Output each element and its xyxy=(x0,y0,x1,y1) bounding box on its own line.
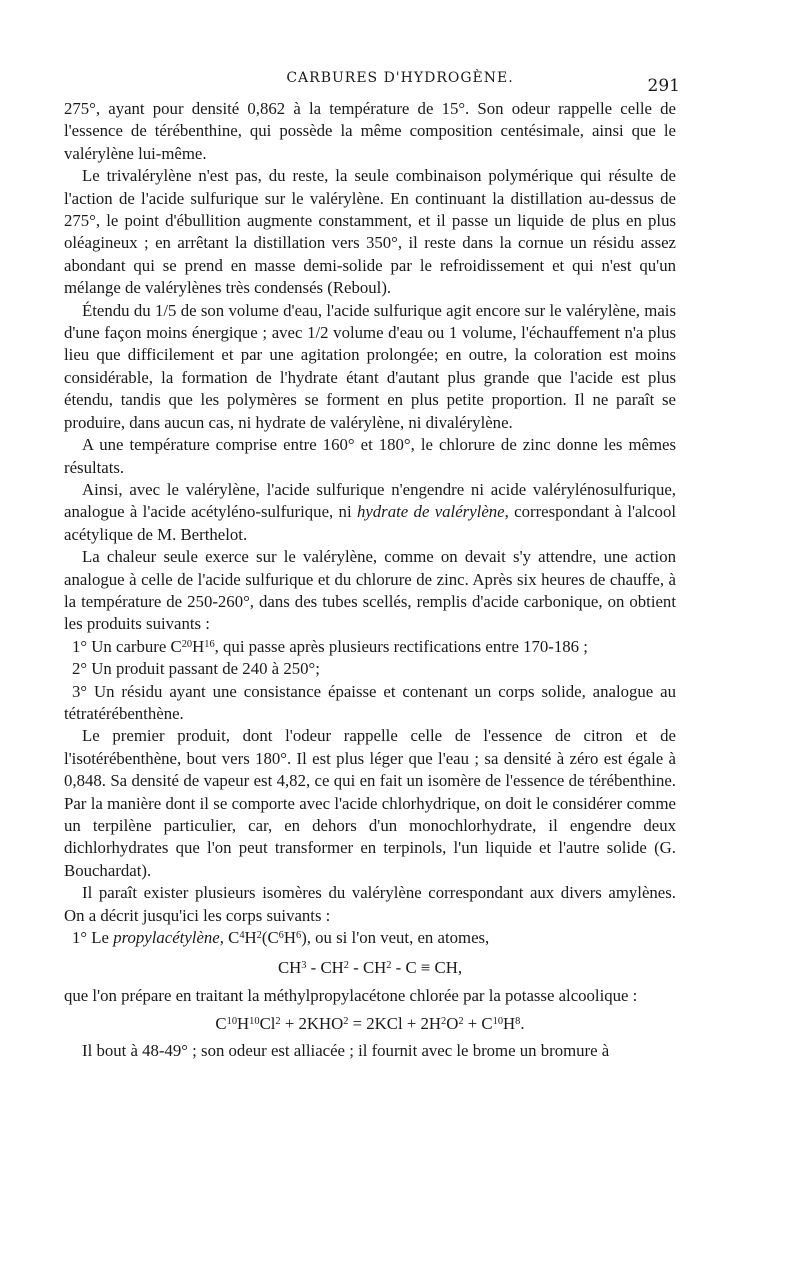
paragraph: Étendu du 1/5 de son volume d'eau, l'acide sulfurique agit encore sur le valérylène, mais d'une façon moins énergique ; avec 1/2 volume d'eau ou 1 volume, l'échauffement n'a plus lieu que difficilement et par une agitation prolongée; en outre, la coloration est moins considérable, la formation de l'hydrate étant d'autant plus grande que l'acide est plus étendu, tandis que les polymères se forment en plus petite proportion. Il ne paraît se produire, dans aucun cas, ni hydrate de valérylène, ni divalérylène. xyxy=(64,300,676,432)
paragraph: 275°, ayant pour densité 0,862 à la température de 15°. Son odeur rappelle celle de l'essence de térébenthine, qui possède la même composition centésimale, ainsi que le valérylène lui-même. xyxy=(64,99,676,163)
reaction-equation: $C^{10}H^{10}Cl^2 + 2KHO^2 = 2KCl + 2H^2O^2 + C^{10}H^8$. xyxy=(215,1014,525,1034)
list-item: 1° Un carbure $C^{20}H^{16}$, qui passe après plusieurs rectifications entre 170-186 ; xyxy=(72,636,588,656)
list-item: 3° Un résidu ayant une consistance épaisse et contenant un corps solide, analogue au tétratérébenthène. xyxy=(64,681,676,723)
list-item: 2° Un produit passant de 240 à 250°; xyxy=(72,659,320,679)
page-number: 291 xyxy=(647,76,680,96)
paragraph: que l'on prépare en traitant la méthylpropylacétone chlorée par la potasse alcoolique : xyxy=(64,985,638,1005)
structural-formula: $CH^3 - CH^2 - CH^2$ - C ≡ CH, xyxy=(277,958,463,978)
paragraph: Il paraît exister plusieurs isomères du valérylène correspondant aux divers amylènes. On a décrit jusqu'ici les corps suivants : xyxy=(64,883,676,925)
list-item: 1° Le propylacétylène, $C^4H^2(C^6H^6)$, ou si l'on veut, en atomes, xyxy=(72,928,490,948)
paragraph: Il bout à 48-49° ; son odeur est alliacée ; il fournit avec le brome un bromure à xyxy=(82,1040,610,1060)
page-header xyxy=(0,70,800,94)
running-title: CARBURES D'HYDROGÈNE. xyxy=(286,70,514,86)
page-body xyxy=(64,98,676,1062)
paragraph: Le trivalérylène n'est pas, du reste, la seule combinaison polymérique qui résulte de l'action de l'acide sulfurique sur le valérylène. En continuant la distillation au-dessus de 275°, le point d'ébullition augmente constamment, et il passe un liquide de plus en plus oléagineux ; en arrêtant la distillation vers 350°, il reste dans la cornue un résidu assez abondant qui se prend en masse demi-solide par le refroidissement et qui n'est qu'un mélange de valérylènes très condensés (Reboul). xyxy=(64,166,676,298)
paragraph: A une température comprise entre 160° et 180°, le chlorure de zinc donne les mêmes résultats. xyxy=(64,435,676,477)
paragraph: Ainsi, avec le valérylène, l'acide sulfurique n'engendre ni acide valérylénosulfurique, analogue à l'acide acétyléno-sulfurique, ni hydrate de valérylène, correspondant à l'alcool acétylique de M. Berthelot. xyxy=(64,479,677,544)
paragraph: Le premier produit, dont l'odeur rappelle celle de l'essence de citron et de l'isotérébenthène, bout vers 180°. Il est plus léger que l'eau ; sa densité à zéro est égale à 0,848. Sa densité de vapeur est 4,82, ce qui en fait un isomère de l'essence de térébenthine. Par la manière dont il se comporte avec l'acide chlorhydrique, on doit le considérer comme un terpilène particulier, car, en dehors d'un monochlorhydrate, il engendre deux dichlorhydrates que l'on peut transformer en terpinols, l'un liquide et l'autre solide (G. Bouchardat). xyxy=(64,726,676,880)
paragraph: La chaleur seule exerce sur le valérylène, comme on devait s'y attendre, une action analogue à celle de l'acide sulfurique et du chlorure de zinc. Après six heures de chauffe, à la température de 250-260°, dans des tubes scellés, remplis d'acide carbonique, on obtient les produits suivants : xyxy=(64,547,676,634)
